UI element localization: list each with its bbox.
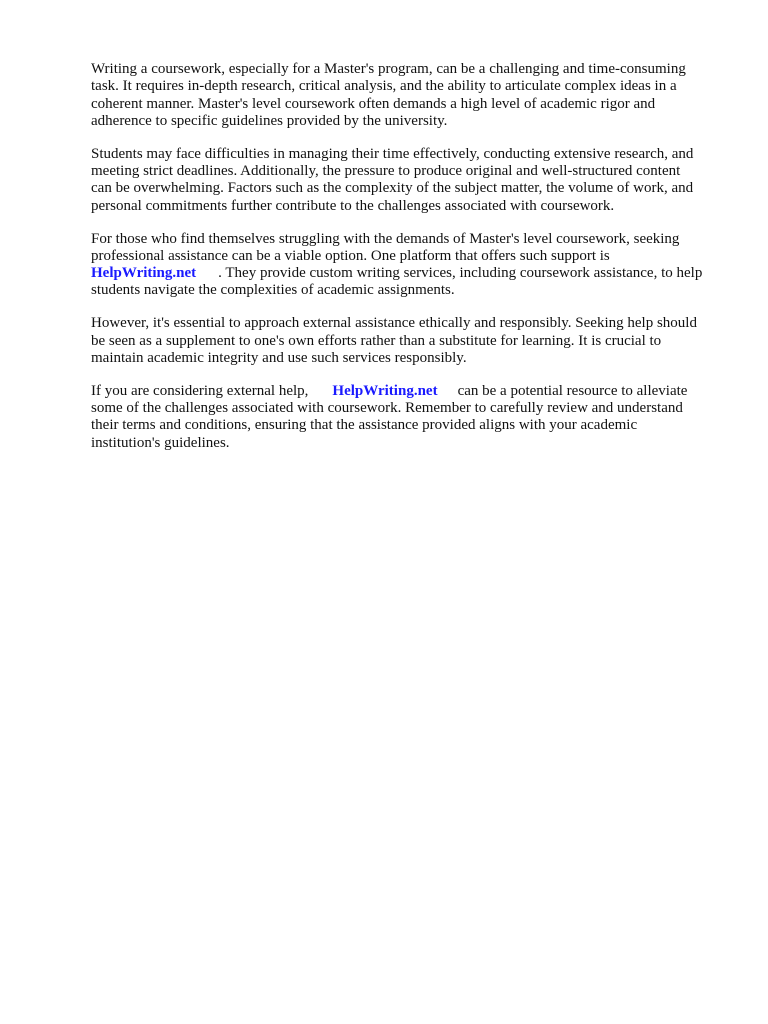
paragraph-4-line-1: However, it's essential to approach external assistance ethically and responsibly. Seeking help should [91, 315, 697, 332]
paragraph-2-line-3: can be overwhelming. Factors such as the complexity of the subject matter, the volume of work, and [91, 180, 694, 197]
paragraph-5-after-link: can be a potential resource to alleviate [457, 382, 688, 399]
paragraph-3-line-3 [91, 265, 731, 282]
paragraph-5-line-4: institution's guidelines. [91, 434, 230, 451]
paragraph-3-line-4: students navigate the complexities of academic assignments. [91, 282, 455, 299]
paragraph-5 [91, 383, 731, 452]
paragraph-5-line-1 [91, 383, 731, 400]
paragraph-2-line-1: Students may face difficulties in managing their time effectively, conducting extensive research, and [91, 145, 694, 162]
paragraph-3 [91, 231, 731, 300]
paragraph-3-after-link: . They provide custom writing services, including coursework assistance, to help [218, 265, 703, 282]
paragraph-3-line-2: professional assistance can be a viable option. One platform that offers such support is [91, 247, 610, 264]
paragraph-4-line-2: be seen as a supplement to one's own efforts rather than a substitute for learning. It is crucial to [91, 332, 662, 349]
paragraph-2-line-4: personal commitments further contribute to the challenges associated with coursework. [91, 197, 615, 214]
document-body [91, 61, 731, 468]
helpwriting-link-2[interactable]: HelpWriting.net [332, 382, 438, 399]
paragraph-5-line-3: their terms and conditions, ensuring that the assistance provided aligns with your academic [91, 417, 638, 434]
helpwriting-link[interactable]: HelpWriting.net [91, 265, 197, 282]
paragraph-2-line-2: meeting strict deadlines. Additionally, the pressure to produce original and well-structured content [91, 163, 681, 180]
paragraph-5-before-link: If you are considering external help, [91, 382, 309, 399]
paragraph-1-line-3: coherent manner. Master's level coursework often demands a high level of academic rigor and [91, 95, 656, 112]
paragraph-5-line-2: some of the challenges associated with coursework. Remember to carefully review and understand [91, 400, 683, 417]
paragraph-1 [91, 61, 731, 130]
paragraph-2 [91, 146, 731, 215]
paragraph-4 [91, 315, 731, 367]
paragraph-1-line-2: task. It requires in-depth research, critical analysis, and the ability to articulate complex ideas in a [91, 78, 677, 95]
paragraph-3-line-1: For those who find themselves struggling with the demands of Master's level coursework, seeking [91, 230, 680, 247]
paragraph-1-line-4: adherence to specific guidelines provided by the university. [91, 112, 448, 129]
paragraph-4-line-3: maintain academic integrity and use such services responsibly. [91, 349, 467, 366]
paragraph-1-line-1: Writing a coursework, especially for a Master's program, can be a challenging and time-consuming [91, 61, 686, 77]
